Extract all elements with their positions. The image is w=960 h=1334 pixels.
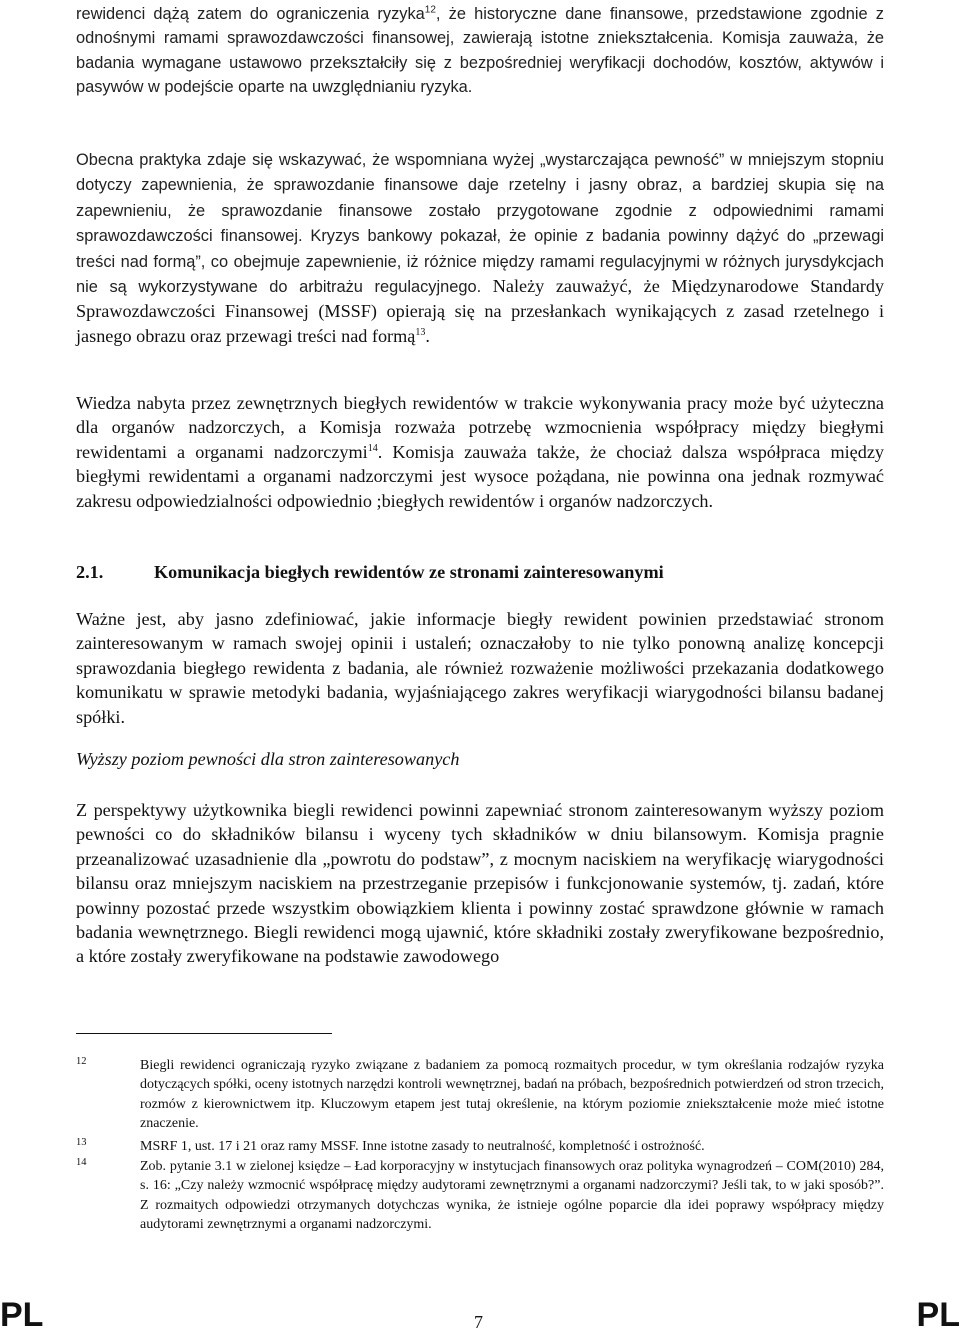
footnote-separator [76,1033,332,1034]
paragraph-1-text-a: rewidenci dążą zatem do ograniczenia ryzyka [76,5,425,23]
subheading: Wyższy poziom pewności dla stron zainteresowanych [76,749,460,769]
footnote-14 [76,1157,884,1234]
paragraph-4: Ważne jest, aby jasno zdefiniować, jakie informacje biegły rewident powinien przedstawiać stronom zainteresowanym w ramach swojej opinii i ustaleń; oznaczałoby to nie tylko ponowną analizę koncepcji sprawozdania biegłego rewidenta z badania, ale również rozważenie możliwości przekazania dodatkowego komunikatu w sprawie metodyki badania, wyjaśniającego zakres weryfikacji wiarygodności bilansu badanej spółki. [76,609,884,727]
paragraph-3 [76,391,884,513]
footnote-text: Biegli rewidenci ograniczają ryzyko związane z badaniem za pomocą rozmaitych procedur, w tym określania rodzajów ryzyka dotyczących spółki, oceny istotnych narzędzi kontroli wewnętrznej, badań na próbach, bezpośrednich potwierdzeń od stron trzecich, rozmów z kierownictwem itp. Kluczowym etapem jest tutaj określenie, na którym poziomie zniekształcenie może mieć istotne znaczenie. [140,1058,884,1131]
footnote-13 [76,1137,884,1156]
footnote-ref-13[interactable]: 13 [415,326,426,338]
footnote-text: MSRF 1, ust. 17 i 21 oraz ramy MSSF. Inne istotne zasady to neutralność, kompletność i ostrożność. [140,1139,705,1154]
footnote-number: 14 [76,1157,87,1168]
paragraph-2-text-b: Należy zauważyć, że Międzynarodowe Standardy Sprawozdawczości Finansowej (MSSF) opierają się na przesłankach wynikających z zasad rzetelnego i jasnego obrazu oraz przewagi treści nad formą [76,276,885,346]
section-heading [76,562,884,583]
paragraph-3-text-a: Wiedza nabyta przez zewnętrznych biegłych rewidentów w trakcie wykonywania pracy może być użyteczna dla organów nadzorczych, a Komisja rozważa potrzebę wzmocnienia współpracy między biegłymi rewidentami a organami nadzorczymi [76,393,884,462]
footnote-number: 12 [76,1056,87,1067]
paragraph-3-text-b: . Komisja zauważa także, że chociaż dalsza współpraca między biegłymi rewidentami a organami nadzorczymi jest wysoce pożądana, nie powinna ona jednak rozmywać zakresu odpowiedzialności odpowiednio ;biegłych rewidentów i organów nadzorczych. [76,441,884,511]
paragraph-1 [76,2,884,100]
footnote-ref-12[interactable]: 12 [424,4,436,16]
footnote-12 [76,1056,884,1133]
footer-language-left: PL [0,1296,44,1334]
paragraph-2-text-c: . [425,325,430,346]
paragraph-5: Z perspektywy użytkownika biegli rewidenci powinni zapewniać stronom zainteresowanym wyższy poziom pewności co do składników bilansu i wyceny tych składników w dniu bilansowym. Komisja pragnie przeanalizować uzasadnienie dla „powrotu do podstaw”, z mocnym naciskiem na weryfikację wiarygodności bilansu oraz mniejszym naciskiem na przestrzeganie przepisów i funkcjonowanie systemów, tj. zadań, które powinny pozostać przede wszystkim obowiązkiem klienta i powinny zostać sprawdzone głównie w ramach badania wewnętrznego. Biegli rewidenci mogą ujawnić, które składniki zostały zweryfikowane bezpośrednio, a które zostały zweryfikowane na podstawie zawodowego [76,800,884,967]
section-title: Komunikacja biegłych rewidentów ze stronami zainteresowanymi [154,562,664,582]
footnote-ref-14[interactable]: 14 [367,442,378,454]
section-number: 2.1. [76,562,104,582]
paragraph-2 [76,147,884,348]
paragraph-1-text-b: , że historyczne dane finansowe, przedstawione zgodnie z odnośnymi ramami sprawozdawczości finansowej, zawierają istotne zniekształcenia. Komisja zauważa, że badania wymagane ustawowo przekształciły się z bezpośredniej weryfikacji dochodów, kosztów, aktywów i pasywów w podejście oparte na uwzględnianiu ryzyka. [76,5,884,97]
footnote-text: Zob. pytanie 3.1 w zielonej księdze – Ład korporacyjny w instytucjach finansowych oraz polityka wynagrodzeń – COM(2010) 284, s. 16: „Czy należy wzmocnić współpracę między audytorami zewnętrznymi a organami nadzorczymi? Jeśli tak, to w jaki sposób?”. Z rozmaitych odpowiedzi otrzymanych dotychczas wynika, że istnieje ogólne poparcie dla idei poprawy współpracy między audytorami zewnętrznymi a organami nadzorczymi. [140,1159,884,1232]
paragraph-2-text-a: Obecna praktyka zdaje się wskazywać, że wspomniana wyżej „wystarczająca pewność” w mniejszym stopniu dotyczy zapewnienia, że sprawozdanie finansowe daje rzetelny i jasny obraz, a bardziej skupia się na zapewnieniu, że sprawozdanie finansowe zostało przygotowane zgodnie z odpowiednimi ramami sprawozdawczości finansowej. Kryzys bankowy pokazał, że opinie z badania powinny dążyć do „przewagi treści nad formą”, co obejmuje zapewnienie, iż różnice między ramami regulacyjnymi w różnych jurysdykcjach nie są wykorzystywane do arbitrażu regulacyjnego. [76,151,884,297]
page-number: 7 [474,1312,483,1332]
footer-language-right: PL [916,1296,960,1334]
footnote-number: 13 [76,1137,87,1148]
